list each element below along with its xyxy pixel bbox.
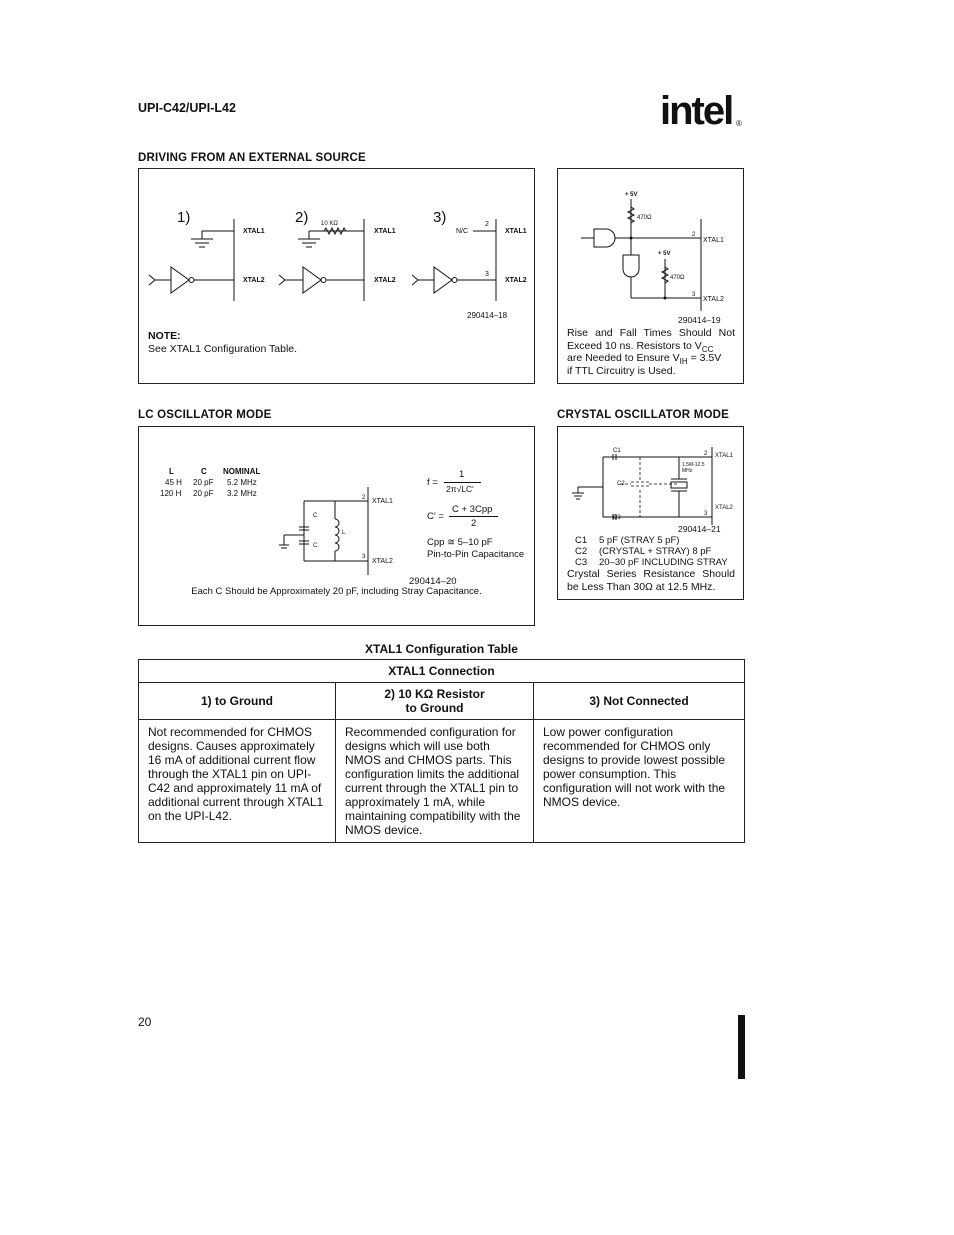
- xtal2-label-1: XTAL2: [243, 277, 265, 284]
- ttl-caption-line-1: Rise and Fall Times Should Not: [567, 327, 735, 339]
- formula-f-lhs: f =: [427, 477, 438, 488]
- lc-pin-3: 3: [362, 554, 366, 560]
- option-2-label: 2): [295, 209, 309, 226]
- option-3-label: 3): [433, 209, 447, 226]
- ttl-caption-3-tail: = 3.5V: [687, 352, 722, 364]
- config-table: [138, 659, 745, 843]
- r1-label: 470Ω: [637, 215, 652, 221]
- figure-id-21: 290414–21: [678, 524, 721, 534]
- intel-logo: [660, 90, 755, 141]
- cell-not-connected: Low power configuration recommended for CHMOS only designs to provide lowest possible power consumption. This configuration will not work with the NMOS device.: [534, 720, 745, 843]
- lc-mode-title: LC OSCILLATOR MODE: [138, 409, 272, 421]
- lc-l-label: L: [342, 530, 346, 536]
- xtal1-label-2: XTAL1: [374, 228, 396, 235]
- figure-id-19: 290414–19: [678, 315, 721, 325]
- legend-c1-name: C1: [575, 535, 588, 546]
- r2-label: 470Ω: [670, 275, 685, 281]
- xtal1-label-1: XTAL1: [243, 228, 265, 235]
- xtal2-label-3: XTAL2: [505, 277, 527, 284]
- external-source-figure: [138, 168, 535, 384]
- lc-c-top-label: C: [313, 513, 318, 519]
- option-1-label: 1): [177, 209, 191, 226]
- ttl-xtal1-label: XTAL1: [703, 237, 724, 244]
- lc-pin-2: 2: [362, 495, 366, 501]
- lc-row-2-l: 120 H: [160, 489, 182, 498]
- crystal-caption-line-1: Crystal Series Resistance Should: [567, 568, 735, 580]
- document-title: UPI-C42/UPI-L42: [138, 101, 236, 115]
- c3-label: C3: [613, 515, 621, 521]
- freq-label-1: 1.5M-12.5: [682, 462, 705, 468]
- legend-c2-name: C2: [575, 546, 588, 557]
- lc-row-2-c: 20 pF: [193, 489, 214, 498]
- col-header-resistor-line-1: 2) 10 KΩ Resistor: [384, 687, 485, 701]
- lc-row-1-c: 20 pF: [193, 478, 214, 487]
- formula-f-denominator: 2π√LC′: [446, 484, 474, 494]
- legend-c1-desc: 5 pF (STRAY 5 pF): [599, 535, 680, 546]
- ttl-pin-2: 2: [692, 232, 696, 238]
- figure-id-18: 290414–18: [467, 311, 508, 320]
- lc-row-1-nominal: 5.2 MHz: [227, 478, 257, 487]
- lc-row-2-nominal: 3.2 MHz: [227, 489, 257, 498]
- legend-c3-desc: 20–30 pF INCLUDING STRAY: [599, 557, 728, 568]
- vcc-label-1: + 5V: [625, 192, 638, 198]
- xtal2-label-2: XTAL2: [374, 277, 396, 284]
- vcc-label-2: + 5V: [658, 251, 671, 257]
- lc-footnote: Each C Should be Approximately 20 pF, including Stray Capacitance.: [191, 586, 482, 597]
- intel-logo-graphic: [660, 90, 755, 136]
- ttl-xtal2-label: XTAL2: [703, 296, 724, 303]
- legend-c3-name: C3: [575, 557, 588, 568]
- nc-label: N/C: [456, 228, 469, 235]
- lc-header-c: C: [201, 467, 207, 476]
- crystal-pin-2: 2: [704, 451, 708, 457]
- cpp-description: Pin-to-Pin Capacitance: [427, 549, 525, 560]
- ttl-caption-3-sub: IH: [679, 357, 688, 367]
- crystal-schematic: [558, 427, 743, 527]
- lc-header-l: L: [169, 467, 174, 476]
- lc-xtal2-label: XTAL2: [372, 558, 393, 565]
- table-row: [139, 720, 745, 843]
- external-source-title: DRIVING FROM AN EXTERNAL SOURCE: [138, 152, 366, 164]
- ttl-caption-3-text: are Needed to Ensure V: [567, 352, 680, 364]
- c1-label: C1: [613, 448, 621, 454]
- ttl-pin-3: 3: [692, 292, 696, 298]
- legend-c2-desc: (CRYSTAL + STRAY) 8 pF: [599, 546, 712, 557]
- config-table-header-row: [139, 683, 745, 720]
- change-bar: [738, 1015, 745, 1079]
- formula-c-lhs: C′ =: [427, 511, 444, 522]
- lc-c-bot-label: C: [313, 543, 318, 549]
- lc-mode-figure: [138, 426, 535, 626]
- col-header-not-connected: 3) Not Connected: [534, 683, 745, 720]
- lc-header-nominal: NOMINAL: [223, 467, 261, 476]
- c2-label: C2: [617, 481, 625, 487]
- freq-label-2: MHz: [682, 468, 693, 474]
- formula-c-numerator: C + 3Cpp: [452, 504, 493, 515]
- col-header-resistor-line-2: to Ground: [405, 701, 464, 715]
- crystal-xtal2-label: XTAL2: [715, 505, 733, 511]
- formula-c-bar: [449, 516, 498, 517]
- crystal-mode-title: CRYSTAL OSCILLATOR MODE: [557, 409, 729, 421]
- crystal-caption-line-2: be Less Than 30Ω at 12.5 MHz.: [567, 581, 716, 593]
- col-header-resistor: [336, 683, 534, 720]
- crystal-xtal1-label: XTAL1: [715, 453, 733, 459]
- resistor-label: 10 KΩ: [321, 221, 338, 227]
- cell-resistor: Recommended configuration for designs which will use both NMOS and CHMOS parts. This configuration limits the additional current through the XTAL1 pin to approximately 1 mA, while maintaining compatibility with the NMOS device.: [336, 720, 534, 843]
- ttl-caption-2-sub: CC: [701, 345, 714, 355]
- formula-c-denominator: 2: [471, 518, 477, 529]
- lc-xtal1-label: XTAL1: [372, 498, 393, 505]
- pin-2-label-3: 2: [485, 221, 489, 228]
- page-number: 20: [138, 1015, 152, 1029]
- note-label: NOTE:: [148, 330, 181, 342]
- ttl-caption-2-text: Exceed 10 ns. Resistors to V: [567, 340, 702, 352]
- formula-f-numerator: 1: [459, 469, 465, 480]
- col-header-ground: 1) to Ground: [139, 683, 336, 720]
- logo-text: intel: [660, 90, 733, 133]
- ttl-caption-line-4: if TTL Circuitry is Used.: [567, 365, 676, 377]
- registered-mark: ®: [736, 119, 742, 128]
- config-group-header: XTAL1 Connection: [139, 660, 745, 683]
- config-table-group-row: [139, 660, 745, 683]
- figure-id-20: 290414–20: [409, 576, 457, 587]
- lc-row-1-l: 45 H: [165, 478, 182, 487]
- ttl-drive-figure: [557, 168, 744, 384]
- pin-3-label-3: 3: [485, 271, 489, 278]
- crystal-pin-3: 3: [704, 511, 708, 517]
- config-table-title: XTAL1 Configuration Table: [365, 642, 518, 656]
- ttl-drive-schematic: [558, 169, 743, 314]
- formula-f-bar: [444, 482, 481, 483]
- note-text: See XTAL1 Configuration Table.: [148, 343, 298, 355]
- xtal1-label-3: XTAL1: [505, 228, 527, 235]
- crystal-mode-figure: [557, 426, 744, 600]
- cell-ground: Not recommended for CHMOS designs. Causes approximately 16 mA of additional current flow through the XTAL1 pin on UPI-C42 and approximately 11 mA of additional current through XTAL1 on the UPI-L42.: [139, 720, 336, 843]
- cpp-text: Cpp ≅ 5–10 pF: [427, 537, 493, 548]
